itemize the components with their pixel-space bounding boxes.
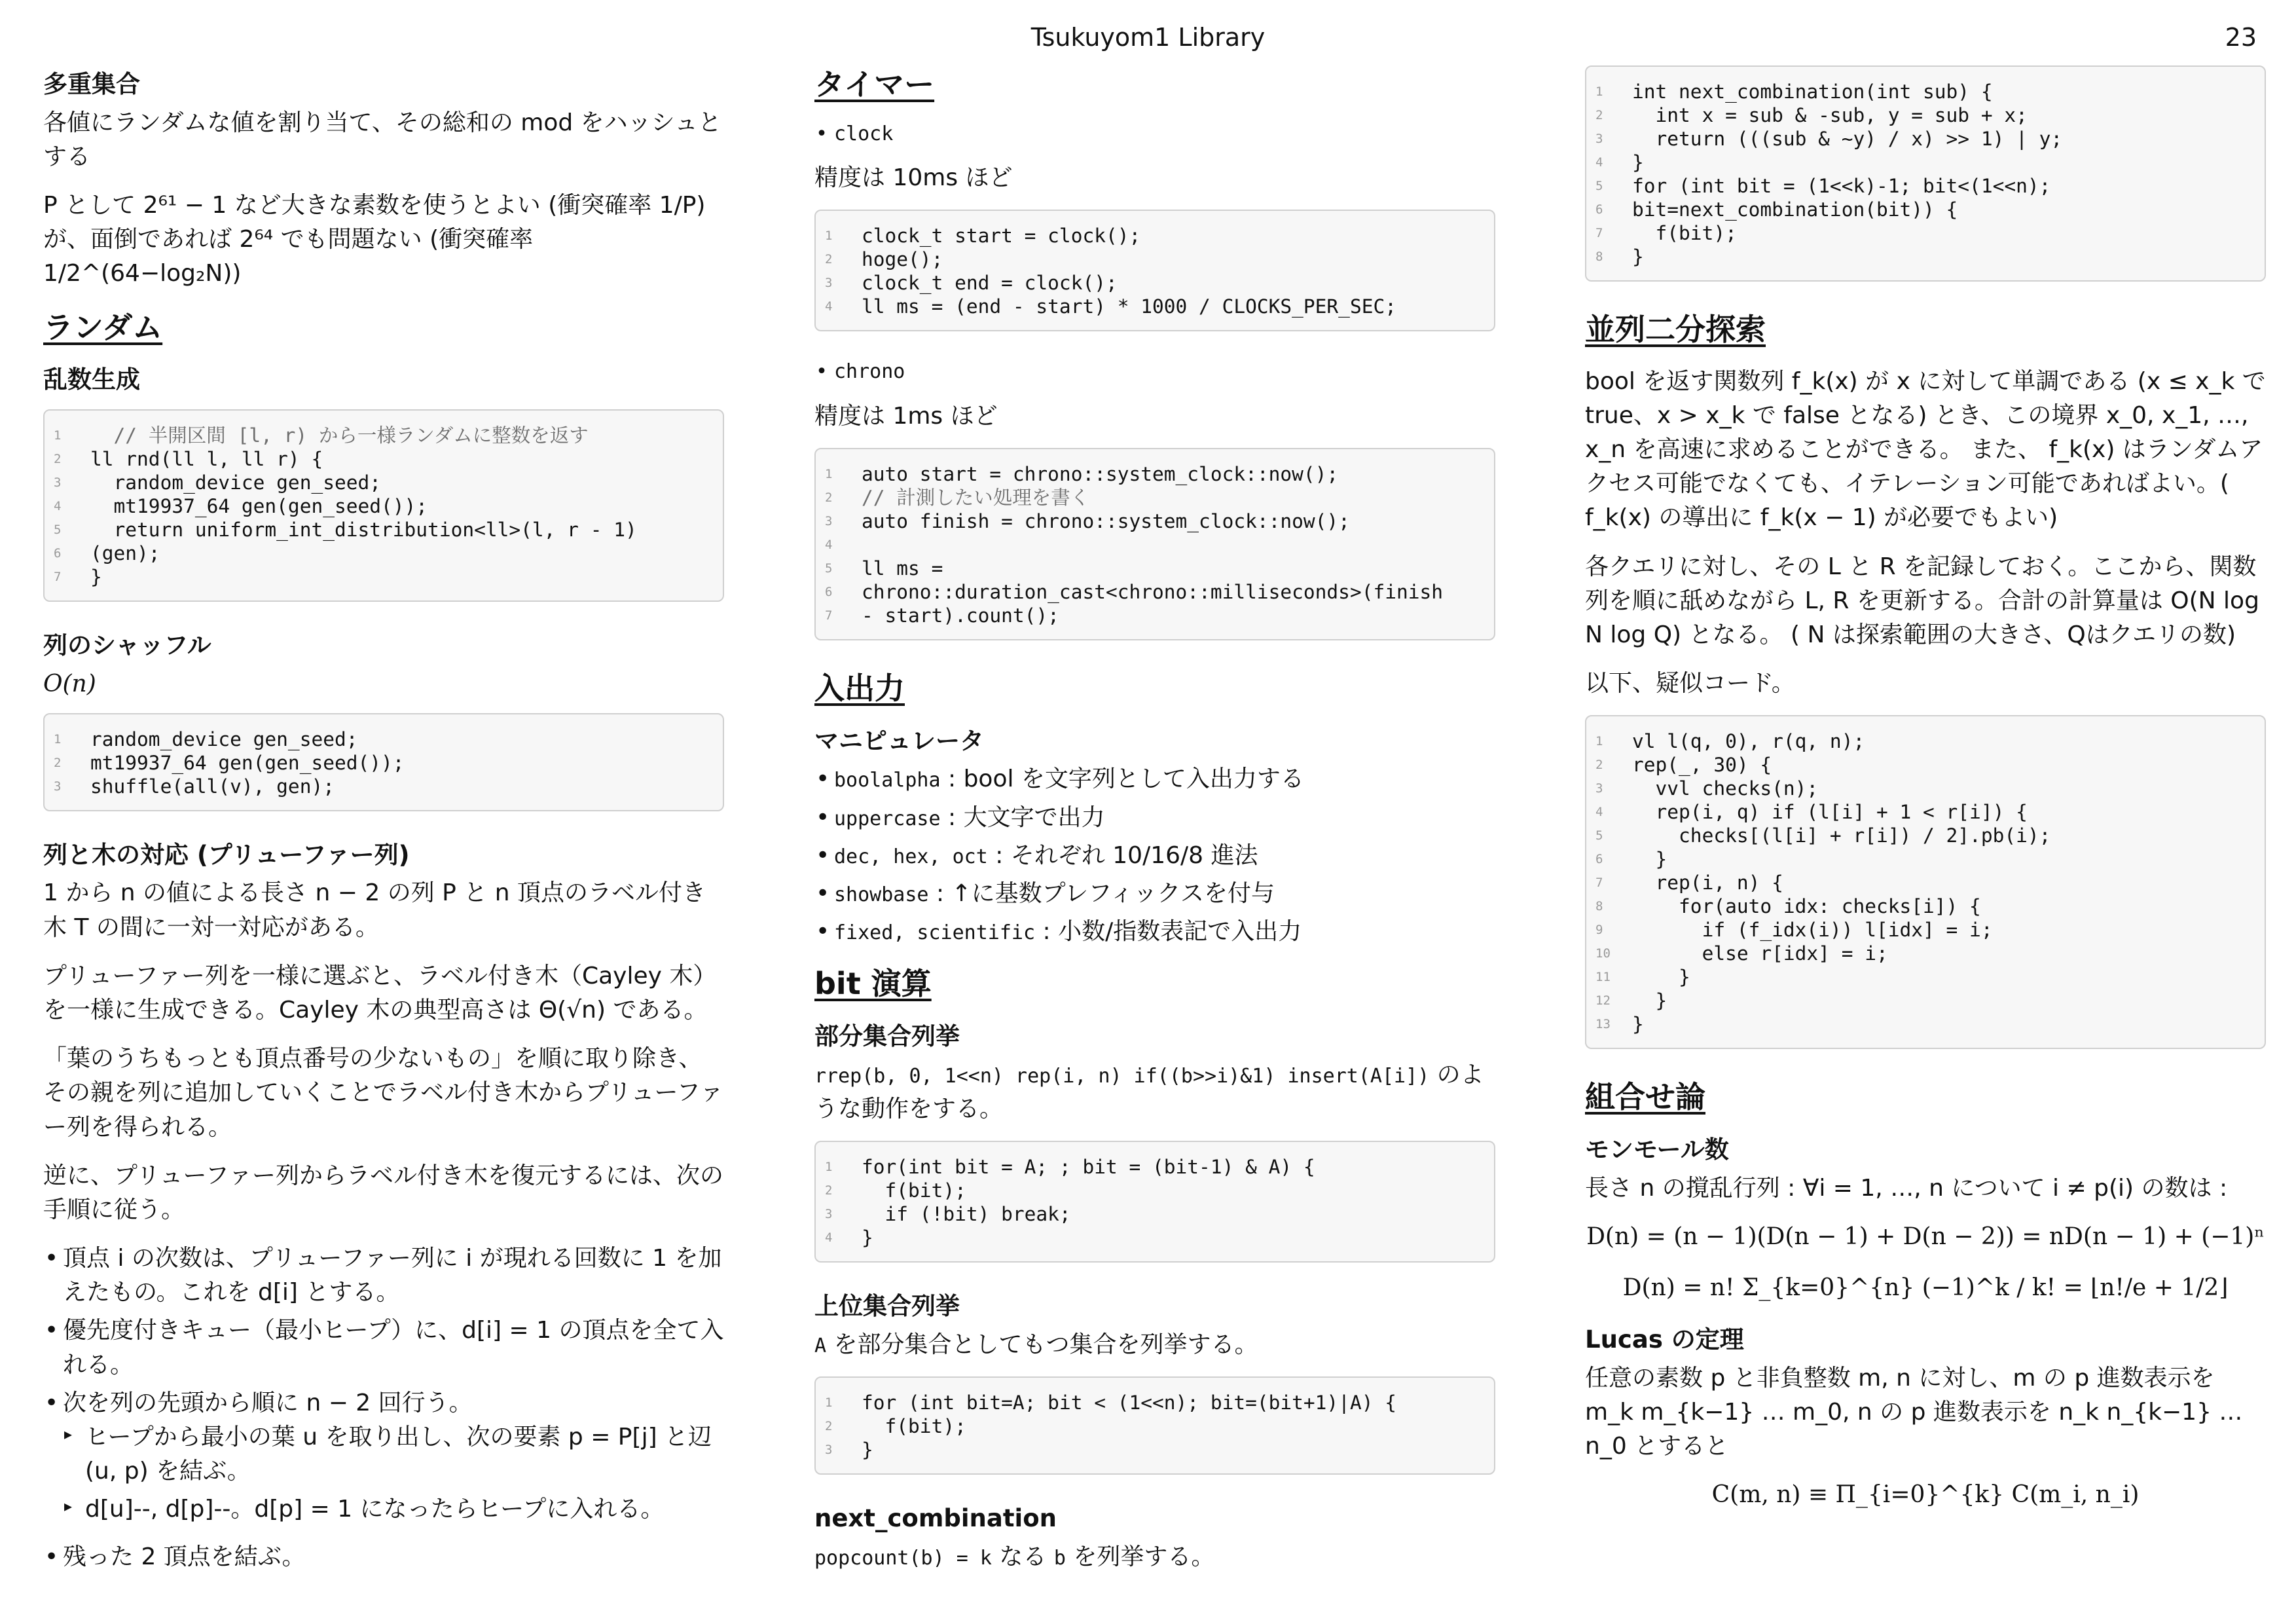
code-line — [50, 775, 711, 798]
line-number: 5 — [1595, 828, 1603, 843]
clock-precision: 精度は 10ms ほど — [814, 164, 1013, 192]
list-item — [814, 877, 1495, 911]
code-text: // 半開区間 [l, r) から一様ランダムに整数を返す — [90, 424, 589, 447]
line-number: 7 — [1595, 226, 1603, 240]
code-text: mt19937_64 gen(gen_seed()); — [90, 494, 428, 517]
code-text: // 計測したい処理を書く — [862, 487, 1090, 509]
nextcomb-inline-code-1: popcount(b) = k — [814, 1546, 992, 1570]
code-line — [821, 509, 1482, 533]
list-item — [43, 1386, 724, 1527]
column-1 — [43, 56, 724, 1608]
code-text: if (f_idx(i)) l[idx] = i; — [1632, 919, 1993, 942]
bit-heading: bit 演算 — [814, 966, 932, 1002]
list-item — [814, 915, 1495, 949]
montmort-heading: モンモール数 — [1585, 1135, 1729, 1164]
page-header-title: Tsukuyom1 Library — [1030, 23, 1266, 52]
code-text: } — [862, 1227, 873, 1249]
list-item: • clock — [814, 120, 1495, 149]
pbs-code-block — [1585, 715, 2266, 1049]
code-text: hoge(); — [862, 248, 943, 271]
code-text: return (((sub & ~y) / x) >> 1) | y; — [1632, 128, 2063, 150]
code-text: else r[idx] = i; — [1632, 942, 1888, 965]
montmort-equation-1: D(n) = (n − 1)(D(n − 1) + D(n − 2)) = nD(n − 1) + (−1)ⁿ — [1586, 1223, 2265, 1250]
line-number: 7 — [825, 608, 833, 623]
line-number: 2 — [54, 451, 62, 466]
line-number: 8 — [1595, 899, 1603, 914]
code-line — [1592, 729, 2253, 753]
superset-description — [814, 1328, 1495, 1362]
code-line — [1592, 847, 2253, 871]
montmort-paragraph: 長さ n の撹乱行列 : ∀i = 1, …, n について i ≠ p(i) の数は : — [1585, 1174, 2228, 1202]
code-line — [821, 486, 1482, 509]
subset-heading: 部分集合列挙 — [814, 1022, 960, 1051]
line-number: 6 — [1595, 852, 1603, 867]
clock-list — [814, 120, 1495, 149]
prufer-steps-list — [43, 1242, 724, 1574]
code-text: } — [90, 565, 102, 588]
line-number: 4 — [825, 299, 833, 314]
code-line — [821, 1202, 1482, 1226]
nextcomb-inline-code-2: b — [1053, 1546, 1066, 1570]
line-number: 3 — [825, 1442, 833, 1457]
manipulator-list — [814, 762, 1495, 949]
code-text: } — [1632, 151, 1644, 174]
page-number: 23 — [2225, 23, 2257, 52]
code-line — [821, 248, 1482, 271]
prufer-paragraph-3: 「葉のうちもっとも頂点番号の少ないもの」を順に取り除き、その親を列に追加していくことでラベル付き木からプリューファー列を得られる。 — [43, 1045, 723, 1141]
code-text: ll rnd(ll l, ll r) { — [90, 447, 323, 470]
code-line — [1592, 198, 2253, 221]
code-line — [821, 533, 1482, 557]
line-number: 1 — [825, 229, 833, 244]
line-number: 1 — [54, 428, 62, 443]
code-text: if (!bit) break; — [862, 1203, 1071, 1226]
manip-code: uppercase — [834, 807, 941, 830]
rand-gen-heading: 乱数生成 — [43, 365, 140, 394]
manip-code: fixed, scientific — [834, 921, 1036, 945]
shuffle-heading: 列のシャッフル — [43, 631, 211, 659]
code-text: vl l(q, 0), r(q, n); — [1632, 730, 1865, 753]
line-number: 1 — [1595, 734, 1603, 749]
code-text: } — [1632, 848, 1667, 871]
code-text: f(bit); — [862, 1179, 966, 1202]
code-text: auto start = chrono::system_clock::now(); — [862, 463, 1339, 486]
code-line — [821, 1226, 1482, 1249]
code-line — [1592, 989, 2253, 1012]
manip-desc: : 小数/指数表記で入出力 — [1035, 918, 1302, 946]
list-item: ▸ d[u]--, d[p]--。d[p] = 1 になったらヒープに入れる。 — [63, 1492, 724, 1526]
combinatorics-heading: 組合せ論 — [1585, 1079, 1705, 1115]
code-line — [821, 1179, 1482, 1202]
superset-desc-text: を部分集合としてもつ集合を列挙する。 — [826, 1331, 1258, 1358]
line-number: 13 — [1595, 1017, 1611, 1032]
manip-code: boolalpha — [834, 769, 941, 792]
superset-inline-code: A — [814, 1334, 827, 1357]
code-text: return uniform_int_distribution<ll>(l, r - 1) — [90, 518, 637, 541]
code-text: f(bit); — [1632, 222, 1737, 244]
code-line — [1592, 895, 2253, 918]
code-text: } — [1632, 989, 1667, 1012]
code-line — [1592, 824, 2253, 847]
subset-description — [814, 1058, 1495, 1126]
code-line — [1592, 151, 2253, 174]
line-number: 3 — [54, 779, 62, 794]
code-line — [50, 542, 711, 565]
list-item: • 優先度付きキュー（最小ヒープ）に、d[i] = 1 の頂点を全て入れる。 — [43, 1314, 724, 1382]
code-line — [50, 565, 711, 589]
code-text: for (int bit = (1<<k)-1; bit<(1<<n); — [1632, 175, 2051, 197]
code-line — [50, 518, 711, 542]
code-line — [1592, 777, 2253, 800]
code-line — [821, 295, 1482, 318]
line-number: 4 — [54, 498, 62, 513]
code-line — [821, 604, 1482, 627]
list-item — [814, 762, 1495, 796]
line-number: 7 — [54, 569, 62, 584]
line-number: 3 — [825, 514, 833, 529]
code-line — [1592, 103, 2253, 127]
line-number: 1 — [1595, 84, 1603, 99]
code-text: rep(i, q) if (l[i] + 1 < r[i]) { — [1632, 801, 2028, 824]
line-number: 5 — [1595, 179, 1603, 193]
lucas-paragraph: 任意の素数 p と非負整数 m, n に対し、m の p 進数表示を m_k m_{k−1} … m_0, n の p 進数表示を n_k n_{k−1} … n_0 とすると — [1585, 1364, 2243, 1460]
random-heading: ランダム — [43, 309, 163, 345]
line-number: 1 — [825, 1395, 833, 1410]
code-text: } — [862, 1438, 873, 1461]
code-text: } — [1632, 246, 1644, 268]
code-text: random_device gen_seed; — [90, 471, 382, 494]
line-number: 3 — [825, 1207, 833, 1222]
code-text: clock_t start = clock(); — [862, 225, 1141, 248]
code-line — [1592, 800, 2253, 824]
subset-desc-text: のような動作をする。 — [814, 1061, 1484, 1122]
code-text: bit=next_combination(bit)) { — [1632, 198, 1958, 221]
chrono-precision: 精度は 1ms ほど — [814, 402, 998, 430]
pbs-paragraph-2: 各クエリに対し、その L と R を記録しておく。ここから、関数列を順に舐めながら L, R を更新する。合計の計算量は O(N log N log Q) となる。 ( N は探索範囲の大きさ、Qはクエリの数) — [1585, 553, 2259, 648]
code-line — [1592, 942, 2253, 965]
line-number: 1 — [825, 1160, 833, 1175]
next-combination-code-block — [1585, 65, 2266, 282]
code-text: mt19937_64 gen(gen_seed()); — [90, 751, 405, 774]
line-number: 8 — [1595, 249, 1603, 264]
line-number: 6 — [1595, 202, 1603, 217]
parallel-binary-search-heading: 並列二分探索 — [1585, 312, 1766, 347]
chrono-code-block — [814, 448, 1495, 640]
shuffle-complexity: O(n) — [43, 670, 96, 697]
code-text: for(auto idx: checks[i]) { — [1632, 895, 1981, 918]
list-item: • chrono — [814, 358, 1495, 386]
subset-code-block — [814, 1141, 1495, 1263]
line-number: 3 — [1595, 132, 1603, 146]
code-line — [1592, 174, 2253, 198]
code-line — [50, 494, 711, 518]
code-line — [821, 1391, 1482, 1414]
code-text: rep(i, n) { — [1632, 872, 1783, 895]
line-number: 12 — [1595, 993, 1611, 1008]
line-number: 7 — [1595, 876, 1603, 891]
code-line — [1592, 1012, 2253, 1036]
prufer-paragraph-2: プリューファー列を一様に選ぶと、ラベル付き木（Cayley 木）を一様に生成できる。Cayley 木の典型高さは Θ(√n) である。 — [43, 962, 717, 1024]
list-item — [814, 839, 1495, 873]
line-number: 11 — [1595, 970, 1611, 985]
code-line — [1592, 918, 2253, 942]
code-text: chrono::duration_cast<chrono::milliseconds>(finish — [862, 581, 1444, 604]
column-2 — [814, 56, 1495, 1608]
manip-code: showbase — [834, 883, 929, 906]
code-line — [821, 224, 1482, 248]
shuffle-code-block — [43, 713, 724, 811]
manip-code: dec, hex, oct — [834, 845, 988, 868]
code-text: } — [1632, 966, 1690, 989]
line-number: 2 — [825, 1183, 833, 1198]
code-line — [1592, 127, 2253, 151]
code-line — [821, 1155, 1482, 1179]
line-number: 4 — [1595, 805, 1603, 820]
montmort-equation-2: D(n) = n! Σ_{k=0}^{n} (−1)^k / k! = ⌊n!/e + 1/2⌋ — [1622, 1274, 2229, 1302]
manip-desc: : bool を文字列として入出力する — [940, 766, 1304, 793]
code-line — [821, 557, 1482, 580]
nextcomb-mid-text: なる — [991, 1543, 1054, 1570]
prufer-paragraph-1: 1 から n の値による長さ n − 2 の列 P と n 頂点のラベル付き木 T の間に一対一対応がある。 — [43, 879, 706, 941]
manipulator-heading: マニピュレータ — [814, 726, 984, 755]
code-text: vvl checks(n); — [1632, 777, 1819, 800]
prufer-paragraph-4: 逆に、プリューファー列からラベル付き木を復元するには、次の手順に従う。 — [43, 1162, 723, 1223]
code-text: clock_t end = clock(); — [862, 272, 1118, 295]
code-text: - start).count(); — [862, 604, 1059, 627]
line-number: 6 — [54, 545, 62, 561]
line-number: 3 — [1595, 781, 1603, 796]
line-number: 1 — [825, 467, 833, 482]
line-number: 2 — [1595, 758, 1603, 773]
nextcomb-desc-text: を列挙する。 — [1065, 1543, 1215, 1570]
code-line — [1592, 80, 2253, 103]
code-line — [1592, 965, 2253, 989]
line-number: 2 — [54, 755, 62, 770]
pbs-paragraph-1: bool を返す関数列 f_k(x) が x に対して単調である (x ≤ x_k で true、x > x_k で false となる) とき、この境界 x_0, x_1, …, x_n を高速に求めることができる。 また、 f_k(x) はランダムアクセス可能でなくても、イテレーション可能であればよい。( f_k(x) の導出に f_k(x − 1) が必要でもよい) — [1585, 367, 2266, 532]
line-number: 2 — [825, 490, 833, 506]
list-item: ▸ ヒープから最小の葉 u を取り出し、次の要素 p = P[j] と辺 (u, p) を結ぶ。 — [63, 1420, 724, 1488]
code-line — [821, 462, 1482, 486]
clock-code-block — [814, 210, 1495, 331]
line-number: 2 — [825, 252, 833, 267]
line-number: 3 — [825, 276, 833, 291]
lucas-equation: C(m, n) ≡ Π_{i=0}^{k} C(m_i, n_i) — [1711, 1481, 2140, 1509]
line-number: 1 — [54, 731, 62, 747]
code-line — [821, 1414, 1482, 1438]
line-number: 3 — [54, 475, 62, 490]
line-number: 10 — [1595, 946, 1611, 961]
list-item: • 頂点 i の次数は、プリューファー列に i が現れる回数に 1 を加えたもの。これを d[i] とする。 — [43, 1242, 724, 1310]
code-text: shuffle(all(v), gen); — [90, 775, 335, 798]
code-text: (gen); — [90, 542, 160, 564]
superset-heading: 上位集合列挙 — [814, 1292, 960, 1321]
line-number: 2 — [825, 1418, 833, 1433]
code-line — [821, 1438, 1482, 1462]
code-line — [50, 728, 711, 751]
code-line — [821, 580, 1482, 604]
multiset-paragraph-2: P として 2⁶¹ − 1 など大きな素数を使うとよい (衝突確率 1/P) が、面倒であれば 2⁶⁴ でも問題ない (衝突確率 1/2^(64−log₂N)) — [43, 192, 706, 287]
superset-code-block — [814, 1376, 1495, 1475]
list-item-text: 次を列の先頭から順に n − 2 回行う。 — [63, 1389, 473, 1416]
timer-heading: タイマー — [814, 67, 935, 102]
multiset-heading: 多重集合 — [43, 70, 140, 98]
code-text: for(int bit = A; ; bit = (bit-1) & A) { — [862, 1156, 1315, 1179]
code-line — [1592, 245, 2253, 268]
rand-code-block — [43, 409, 724, 602]
code-text: } — [1632, 1013, 1644, 1036]
code-line — [821, 271, 1482, 295]
code-text: rep(_, 30) { — [1632, 754, 1772, 777]
list-item: • 残った 2 頂点を結ぶ。 — [43, 1540, 724, 1574]
code-text: f(bit); — [862, 1414, 966, 1437]
list-item — [814, 801, 1495, 835]
code-line — [1592, 221, 2253, 245]
line-number: 2 — [1595, 108, 1603, 122]
code-line — [50, 424, 711, 447]
prufer-substeps-list — [63, 1420, 724, 1527]
code-line — [1592, 871, 2253, 895]
pbs-paragraph-3: 以下、疑似コード。 — [1585, 670, 1795, 697]
line-number: 6 — [825, 585, 833, 600]
line-number: 5 — [825, 561, 833, 576]
code-text: checks[(l[i] + r[i]) / 2].pb(i); — [1632, 824, 2051, 847]
code-line — [1592, 753, 2253, 777]
code-line — [50, 751, 711, 775]
lucas-heading: Lucas の定理 — [1585, 1325, 1744, 1354]
chrono-list — [814, 358, 1495, 386]
code-text: int next_combination(int sub) { — [1632, 81, 1993, 103]
code-line — [50, 471, 711, 494]
subset-inline-code: rrep(b, 0, 1<<n) rep(i, n) if((b>>i)&1) insert(A[i]) — [814, 1064, 1430, 1088]
manip-desc: : 大文字で出力 — [940, 803, 1105, 831]
line-number: 4 — [1595, 155, 1603, 170]
manip-desc: : それぞれ 10/16/8 進法 — [987, 841, 1258, 869]
code-text: for (int bit=A; bit < (1<<n); bit=(bit+1)|A) { — [862, 1391, 1396, 1414]
code-text: int x = sub & -sub, y = sub + x; — [1632, 104, 2028, 126]
next-combination-description — [814, 1540, 1495, 1574]
multiset-paragraph-1: 各値にランダムな値を割り当て、その総和の mod をハッシュとする — [43, 109, 721, 170]
line-number: 4 — [825, 538, 833, 553]
line-number: 4 — [825, 1230, 833, 1246]
prufer-heading: 列と木の対応 (プリューファー列) — [43, 840, 410, 869]
line-number: 9 — [1595, 923, 1603, 938]
column-3 — [1585, 56, 2266, 1608]
line-number: 5 — [54, 522, 62, 537]
code-line — [50, 447, 711, 471]
code-text: ll ms = (end - start) * 1000 / CLOCKS_PER_SEC; — [862, 295, 1396, 318]
next-combination-heading: next_combination — [814, 1504, 1057, 1532]
code-text: random_device gen_seed; — [90, 728, 358, 750]
io-heading: 入出力 — [814, 671, 905, 707]
code-text: auto finish = chrono::system_clock::now(); — [862, 510, 1350, 533]
manip-desc: : ↑に基数プレフィックスを付与 — [928, 879, 1275, 907]
code-text: ll ms = — [862, 557, 943, 580]
